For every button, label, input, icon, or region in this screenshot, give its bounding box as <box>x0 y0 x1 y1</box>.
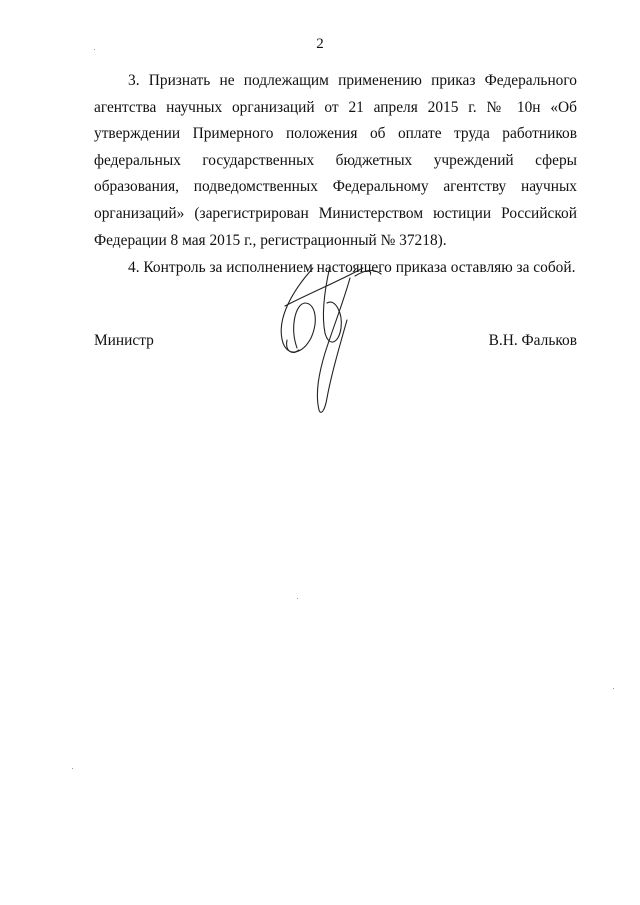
scan-speck <box>613 688 614 689</box>
signatory-title: Министр <box>94 332 154 349</box>
handwritten-signature <box>255 258 395 418</box>
scan-speck <box>297 598 298 599</box>
page-number: 2 <box>316 36 324 52</box>
scan-speck <box>72 768 73 769</box>
signatory-name: В.Н. Фальков <box>488 332 577 349</box>
paragraph-item-3: 3. Признать не подлежащим применению приказ Федерального агентства научных организаций от 21 апреля 2015 г. № 10н «Об утверждении Примерного положения об оплате труда работников федеральных государственных бюджетных учреждений сферы образования, подведомственных Федеральному агентству научных организаций» (зарегистрирован Министерством юстиции Российской Федерации 8 мая 2015 г., регистрационный № 37218). <box>94 72 577 249</box>
scan-speck <box>94 49 95 50</box>
paragraph-item-4: 4. Контроль за исполнением настоящего приказа оставляю за собой. <box>128 259 576 276</box>
